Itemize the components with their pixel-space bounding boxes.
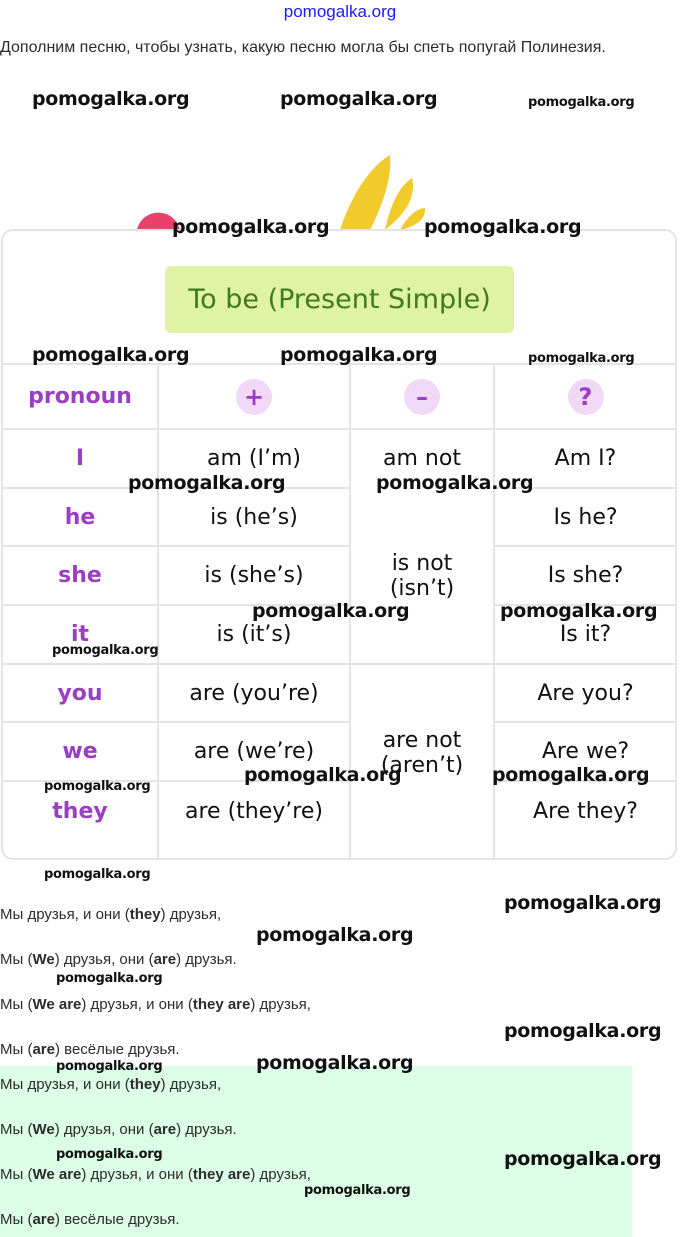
negative-are-line1: are not bbox=[382, 727, 462, 753]
negative-are-line2: (aren’t) bbox=[380, 752, 464, 778]
answer-line: Мы (are) весёлые друзья. bbox=[0, 1211, 180, 1228]
table-title: To be (Present Simple) bbox=[165, 266, 514, 333]
question-cell: Am I? bbox=[554, 446, 617, 471]
watermark: pomogalka.org bbox=[376, 472, 534, 494]
watermark: pomogalka.org bbox=[256, 1052, 414, 1074]
exercise-line: Мы друзья, и они (they) друзья, bbox=[0, 906, 222, 923]
watermark: pomogalka.org bbox=[280, 344, 438, 366]
exercise-line: Мы (We are) друзья, и они (they are) друзья, bbox=[0, 996, 311, 1013]
negative-is-line1: is not bbox=[391, 551, 453, 576]
watermark: pomogalka.org bbox=[304, 1183, 411, 1198]
question-cell: Are they? bbox=[533, 798, 638, 824]
positive-cell: are (they’re) bbox=[185, 798, 323, 824]
answer-line: Мы (We) друзья, они (are) друзья. bbox=[0, 1121, 237, 1138]
negative-cell: am not bbox=[383, 446, 461, 471]
pronoun-cell: we bbox=[62, 739, 98, 764]
answer-line: Мы друзья, и они (they) друзья, bbox=[0, 1076, 222, 1093]
intro-text: Дополним песню, чтобы узнать, какую песню могла бы спеть попугай Полинезия. bbox=[0, 39, 606, 56]
pronoun-cell: she bbox=[58, 563, 102, 588]
watermark: pomogalka.org bbox=[424, 216, 582, 238]
question-icon: ? bbox=[568, 379, 604, 415]
answer-line: Мы (We are) друзья, и они (they are) друзья, bbox=[0, 1166, 311, 1183]
exercise-line: Мы (are) весёлые друзья. bbox=[0, 1041, 180, 1058]
plus-icon: + bbox=[236, 379, 272, 415]
header-minus bbox=[351, 365, 493, 428]
pronoun-cell: I bbox=[75, 446, 85, 471]
positive-cell: is (she’s) bbox=[204, 563, 304, 588]
pronoun-cell: he bbox=[64, 504, 96, 530]
pronoun-cell: they bbox=[52, 798, 108, 824]
watermark: pomogalka.org bbox=[128, 472, 286, 494]
question-cell: Are you? bbox=[537, 680, 634, 706]
watermark: pomogalka.org bbox=[44, 867, 151, 882]
watermark: pomogalka.org bbox=[52, 643, 159, 658]
pronoun-cell: it bbox=[70, 622, 90, 647]
minus-icon: – bbox=[404, 379, 440, 415]
watermark: pomogalka.org bbox=[504, 1020, 662, 1042]
question-cell: Is he? bbox=[553, 504, 618, 530]
exercise-line: Мы (We) друзья, они (are) друзья. bbox=[0, 951, 237, 968]
watermark: pomogalka.org bbox=[172, 216, 330, 238]
positive-cell: are (we’re) bbox=[193, 739, 315, 764]
negative-is-line2: (isn’t) bbox=[389, 576, 455, 601]
watermark: pomogalka.org bbox=[56, 1059, 163, 1074]
positive-cell: are (you’re) bbox=[189, 680, 319, 706]
watermark: pomogalka.org bbox=[56, 1147, 163, 1162]
watermark: pomogalka.org bbox=[44, 779, 151, 794]
watermark: pomogalka.org bbox=[500, 600, 658, 622]
watermark: pomogalka.org bbox=[252, 600, 410, 622]
positive-cell: is (it’s) bbox=[216, 622, 292, 647]
pronoun-cell: you bbox=[57, 680, 103, 706]
site-link[interactable]: pomogalka.org bbox=[283, 2, 397, 21]
header-plus bbox=[159, 365, 349, 428]
positive-cell: am (I’m) bbox=[207, 446, 301, 471]
watermark: pomogalka.org bbox=[56, 971, 163, 986]
watermark: pomogalka.org bbox=[528, 351, 635, 366]
positive-cell: is (he’s) bbox=[210, 504, 298, 530]
watermark: pomogalka.org bbox=[32, 344, 190, 366]
question-cell: Are we? bbox=[541, 739, 630, 764]
decorative-yellow-leaves bbox=[330, 150, 430, 232]
question-cell: Is she? bbox=[547, 563, 624, 588]
watermark: pomogalka.org bbox=[32, 88, 190, 110]
watermark: pomogalka.org bbox=[504, 892, 662, 914]
watermark: pomogalka.org bbox=[528, 95, 635, 110]
watermark: pomogalka.org bbox=[256, 924, 414, 946]
header-pronoun: pronoun bbox=[28, 384, 132, 409]
negative-cell-is bbox=[351, 489, 493, 663]
negative-cell-are bbox=[351, 665, 493, 840]
watermark: pomogalka.org bbox=[492, 764, 650, 786]
watermark: pomogalka.org bbox=[280, 88, 438, 110]
header-question bbox=[495, 365, 676, 428]
question-cell: Is it? bbox=[559, 622, 612, 647]
watermark: pomogalka.org bbox=[504, 1148, 662, 1170]
watermark: pomogalka.org bbox=[244, 764, 402, 786]
